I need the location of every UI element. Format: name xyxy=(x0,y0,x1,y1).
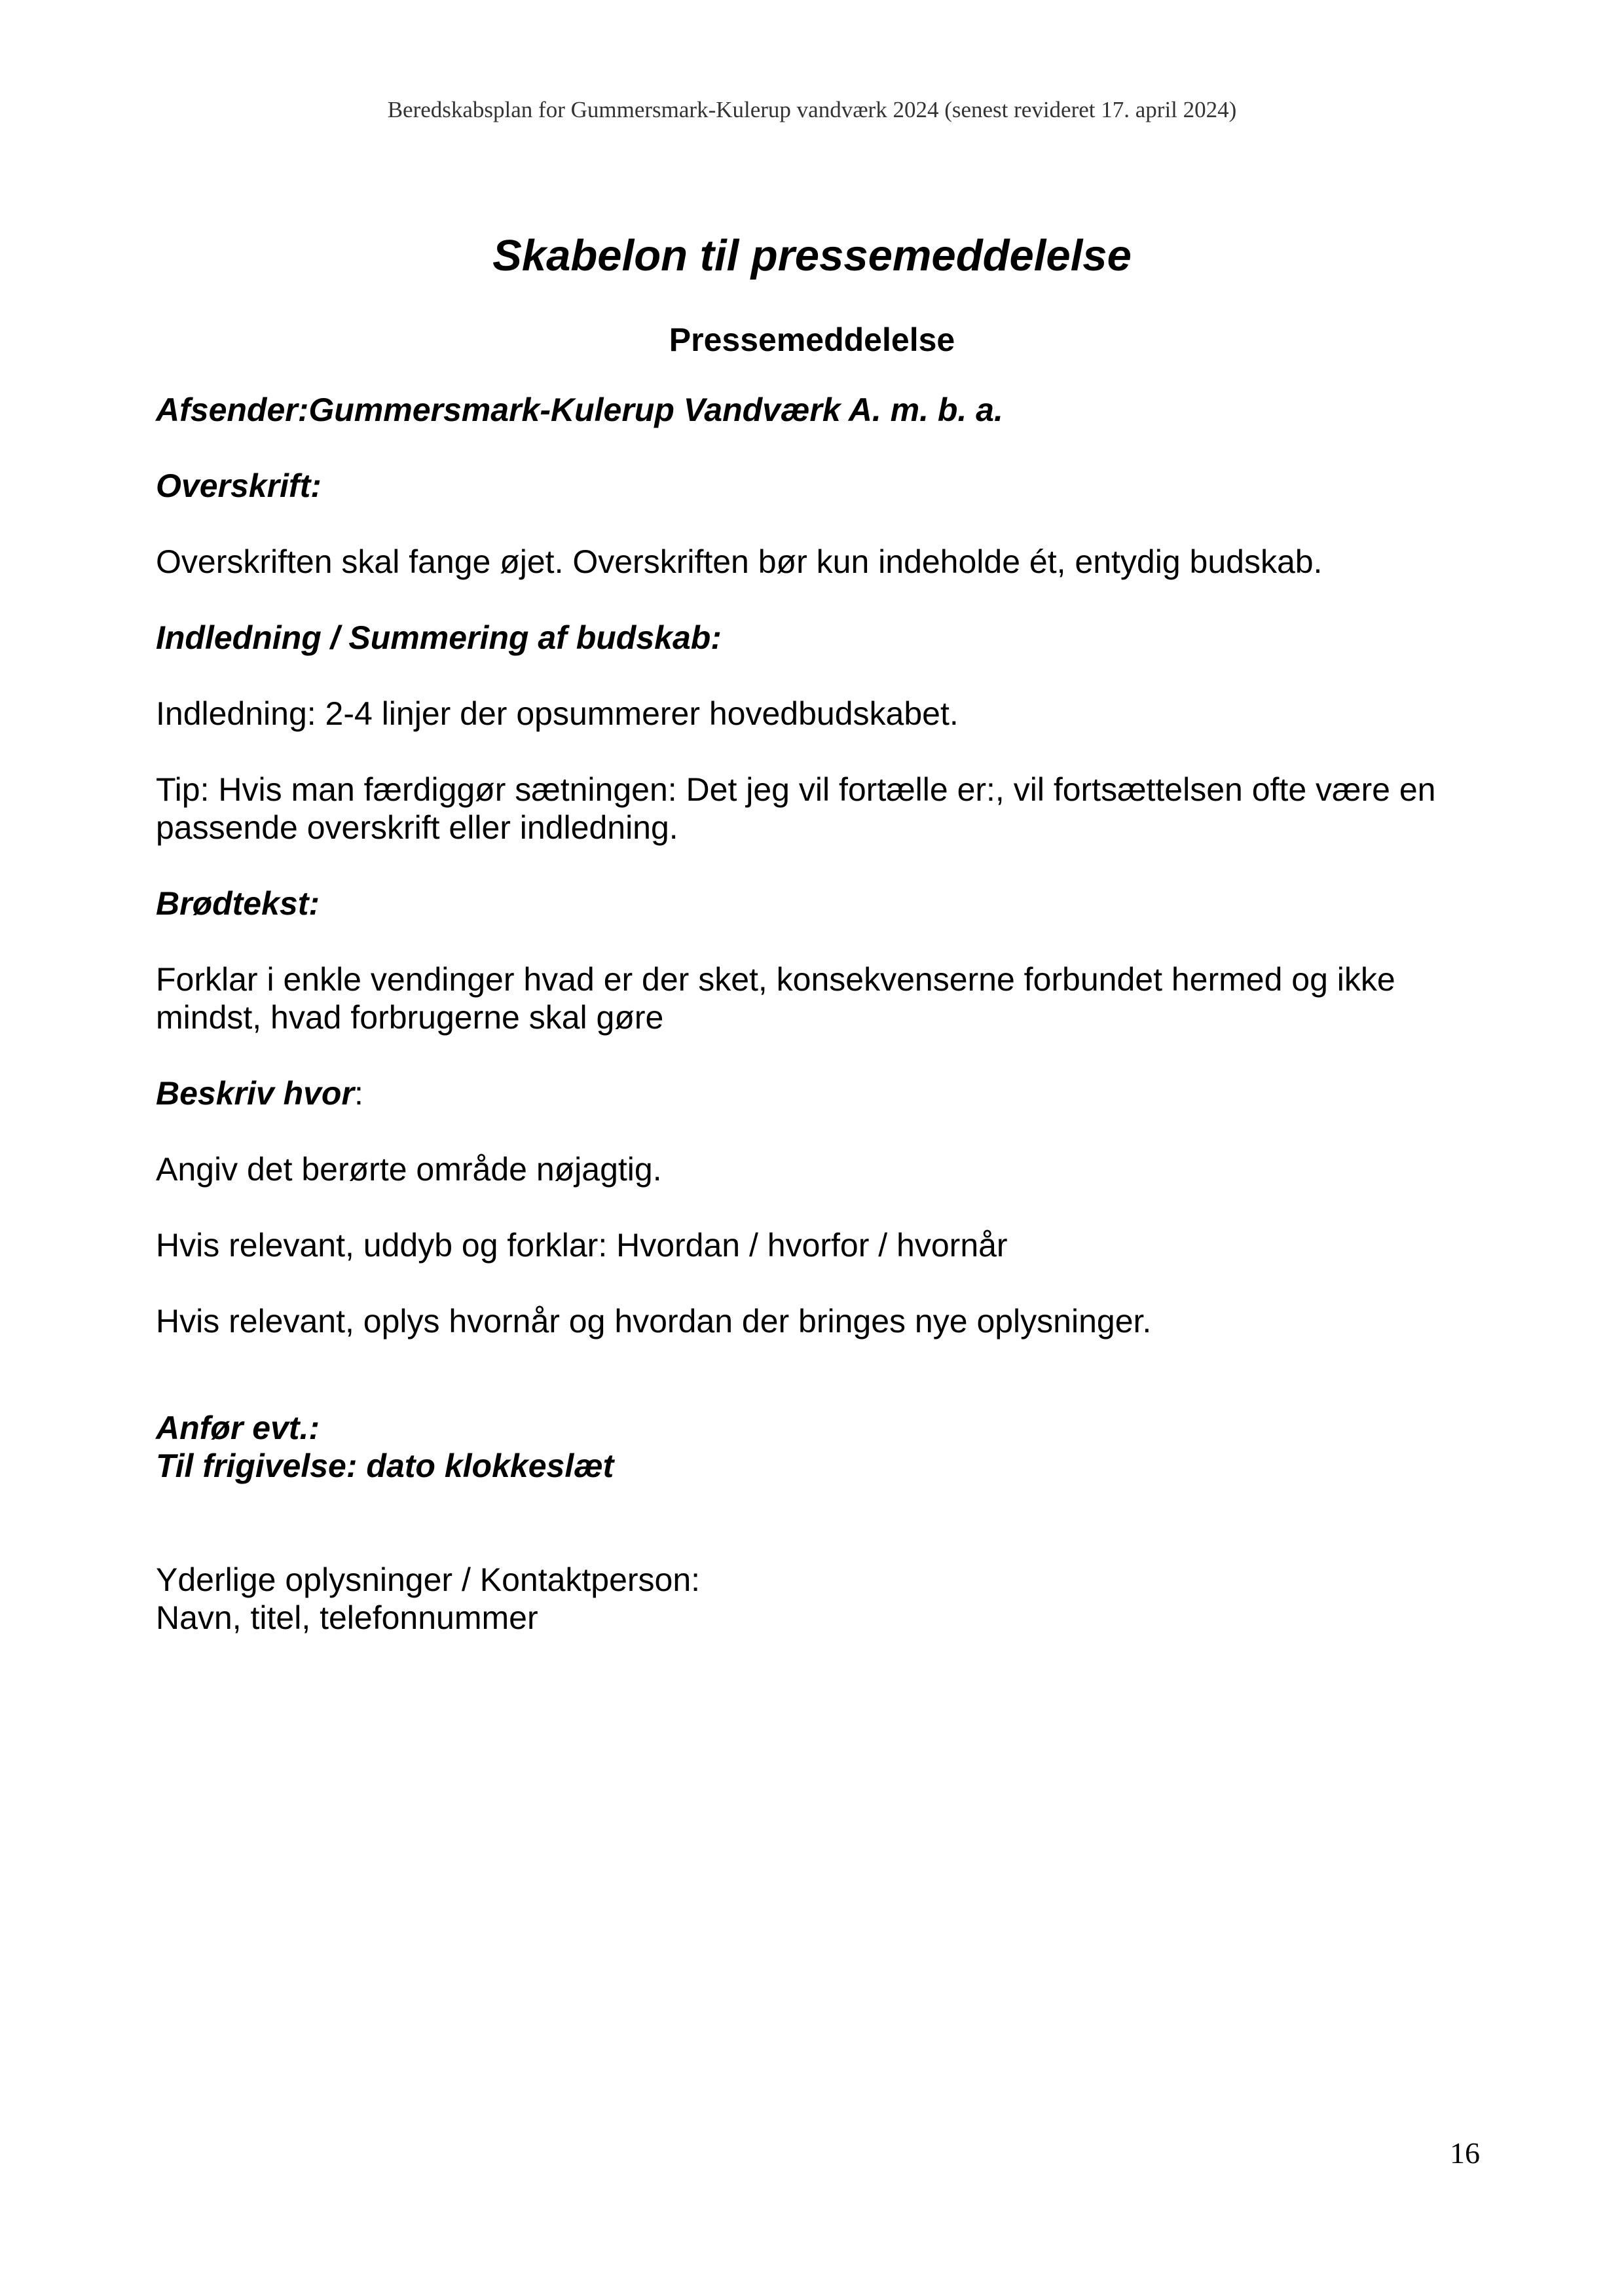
kontakt-line-1: Yderlige oplysninger / Kontaktperson: xyxy=(156,1561,701,1598)
anfoer-line-2: Til frigivelse: dato klokkeslæt xyxy=(156,1448,614,1484)
beskriv-heading: Beskriv hvor xyxy=(156,1075,354,1112)
tip-line-2: passende overskrift eller indledning. xyxy=(156,809,678,846)
indledning-heading: Indledning / Summering af budskab: xyxy=(156,619,722,656)
beskriv-colon: : xyxy=(354,1075,363,1112)
document-subtitle: Pressemeddelelse xyxy=(669,321,955,358)
page-number: 16 xyxy=(1450,2136,1480,2170)
kontakt-line-2: Navn, titel, telefonnummer xyxy=(156,1599,538,1636)
indledning-text: Indledning: 2-4 linjer der opsummerer hovedbudskabet. xyxy=(156,695,959,732)
running-header: Beredskabsplan for Gummersmark-Kulerup vandværk 2024 (senest revideret 17. april 2024) xyxy=(387,97,1237,122)
tip-line-1: Tip: Hvis man færdiggør sætningen: Det jeg vil fortælle er:, vil fortsættelsen ofte være en xyxy=(156,771,1436,808)
document-title: Skabelon til pressemeddelelse xyxy=(492,231,1132,280)
broedtekst-line-2: mindst, hvad forbrugerne skal gøre xyxy=(156,999,664,1036)
beskriv-text-1: Angiv det berørte område nøjagtig. xyxy=(156,1151,662,1188)
sender-line: Afsender:Gummersmark-Kulerup Vandværk A. m. b. a. xyxy=(156,392,1003,428)
broedtekst-line-1: Forklar i enkle vendinger hvad er der sket, konsekvenserne forbundet hermed og ikke xyxy=(156,961,1395,998)
beskriv-text-2: Hvis relevant, uddyb og forklar: Hvordan / hvorfor / hvornår xyxy=(156,1227,1008,1264)
anfoer-line-1: Anfør evt.: xyxy=(156,1410,320,1446)
beskriv-heading-line xyxy=(156,1074,363,1112)
overskrift-text: Overskriften skal fange øjet. Overskriften bør kun indeholde ét, entydig budskab. xyxy=(156,543,1323,580)
broedtekst-heading: Brødtekst: xyxy=(156,885,320,922)
beskriv-text-3: Hvis relevant, oplys hvornår og hvordan der bringes nye oplysninger. xyxy=(156,1303,1152,1339)
overskrift-heading: Overskrift: xyxy=(156,467,322,504)
